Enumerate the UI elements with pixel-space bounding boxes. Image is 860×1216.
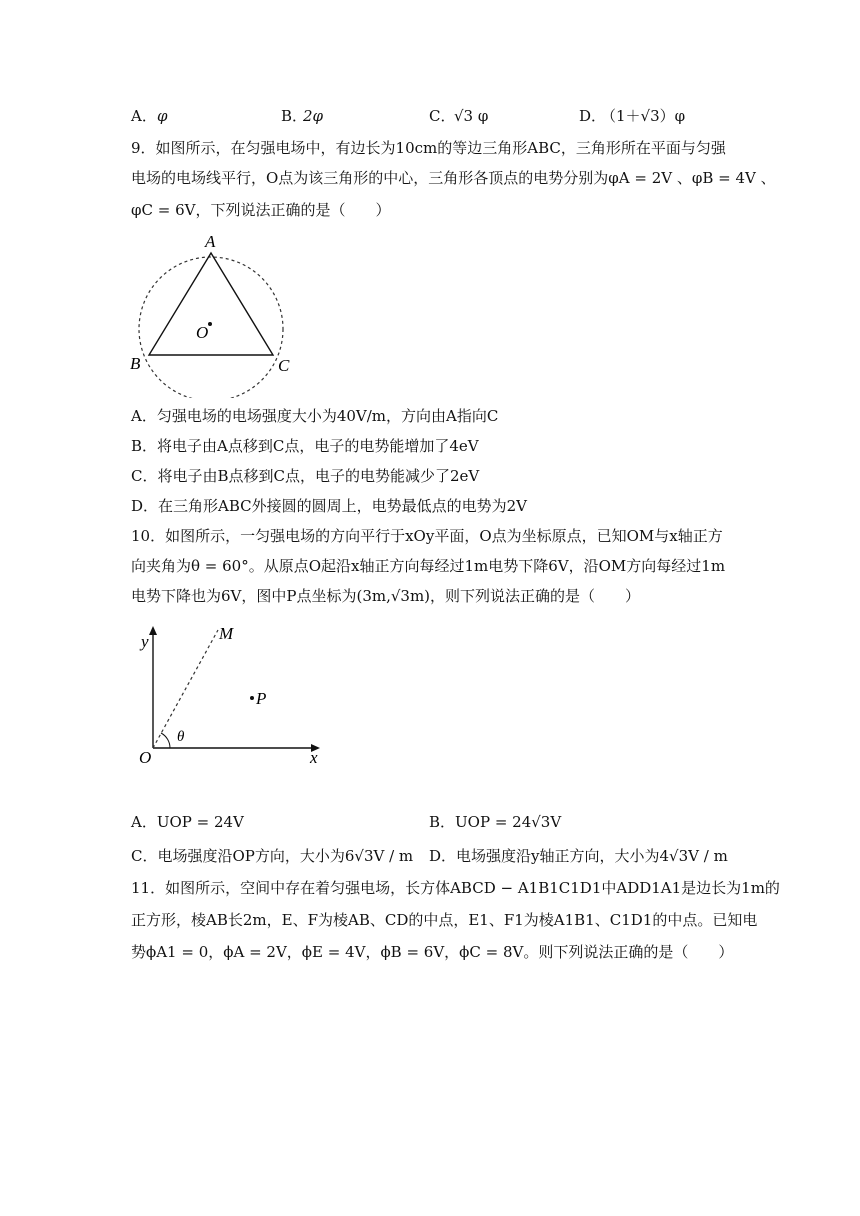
q8-option-a[interactable]: A． <box>131 107 157 125</box>
q10-stem-line-1: 10．如图所示，一匀强电场的方向平行于xOy平面，O点为坐标原点，已知OM与x轴正方 <box>131 527 723 545</box>
q8-option-a-text: φ <box>157 107 168 125</box>
center-point <box>208 322 212 326</box>
q11-stem-line-2: 正方形，棱AB长2m，E、F为棱AB、CD的中点，E1、F1为棱A1B1、C1D1的中点。已知电 <box>131 911 758 929</box>
q11-stem-line-1: 11．如图所示，空间中存在着匀强电场，长方体ABCD − A1B1C1D1中ADD1A1是边长为1m的 <box>131 879 780 897</box>
q9-option-a[interactable]: A．匀强电场的电场强度大小为40V/m，方向由A指向C <box>131 407 499 425</box>
q10-axes-figure <box>130 620 330 770</box>
q8-option-d[interactable]: D． <box>579 107 607 125</box>
q8-option-d-text: （1＋√3）φ <box>601 107 686 125</box>
label-p: P <box>256 689 267 708</box>
label-theta: θ <box>177 729 185 745</box>
triangle-abc <box>149 253 273 355</box>
om-line <box>153 630 218 748</box>
vertex-label-a: A <box>205 232 216 251</box>
q9-stem-line-1: 9．如图所示，在匀强电场中，有边长为10cm的等边三角形ABC，三角形所在平面与匀强 <box>131 139 726 157</box>
point-p <box>250 696 254 700</box>
q9-stem-line-2: 电场的电场线平行，O点为该三角形的中心，三角形各顶点的电势分别为φA = 2V 、φB = 4V 、 <box>131 169 776 187</box>
q11-stem-line-3: 势ϕA1 = 0，ϕA = 2V，ϕE = 4V，ϕB = 6V，ϕC = 8V。则下列说法正确的是（ ） <box>131 943 734 961</box>
q9-option-d[interactable]: D．在三角形ABC外接圆的圆周上，电势最低点的电势为2V <box>131 497 528 515</box>
center-label-o: O <box>196 323 209 342</box>
q10-stem-line-2: 向夹角为θ = 60°。从原点O起沿x轴正方向每经过1m电势下降6V，沿OM方向每经过1m <box>131 557 726 575</box>
q8-option-b-text: 2φ <box>303 107 324 125</box>
q9-option-b[interactable]: B．将电子由A点移到C点，电子的电势能增加了4eV <box>131 437 479 455</box>
theta-arc <box>161 733 170 748</box>
q8-option-b[interactable]: B． <box>281 107 308 125</box>
label-m: M <box>219 624 234 643</box>
q10-option-c[interactable]: C．电场强度沿OP方向，大小为6√3V / m <box>131 847 414 865</box>
label-x: x <box>310 748 318 767</box>
vertex-label-b: B <box>130 354 141 373</box>
q10-option-d[interactable]: D．电场强度沿y轴正方向，大小为4√3V / m <box>429 847 728 865</box>
vertex-label-c: C <box>278 356 290 375</box>
q9-triangle-figure <box>126 228 306 398</box>
y-axis-arrow <box>149 626 157 635</box>
q9-stem-line-3: φC = 6V，下列说法正确的是（ ） <box>131 201 391 219</box>
q8-option-c-text: √3 φ <box>454 107 489 125</box>
q8-option-c[interactable]: C． <box>429 107 456 125</box>
label-o: O <box>139 748 152 767</box>
label-y: y <box>141 632 149 651</box>
q9-option-c[interactable]: C．将电子由B点移到C点，电子的电势能减少了2eV <box>131 467 480 485</box>
q10-option-a[interactable]: A．UOP = 24V <box>131 813 244 831</box>
q10-stem-line-3: 电势下降也为6V，图中P点坐标为(3m,√3m)，则下列说法正确的是（ ） <box>131 587 641 605</box>
circumcircle <box>139 257 283 398</box>
q10-option-b[interactable]: B．UOP = 24√3V <box>429 813 562 831</box>
